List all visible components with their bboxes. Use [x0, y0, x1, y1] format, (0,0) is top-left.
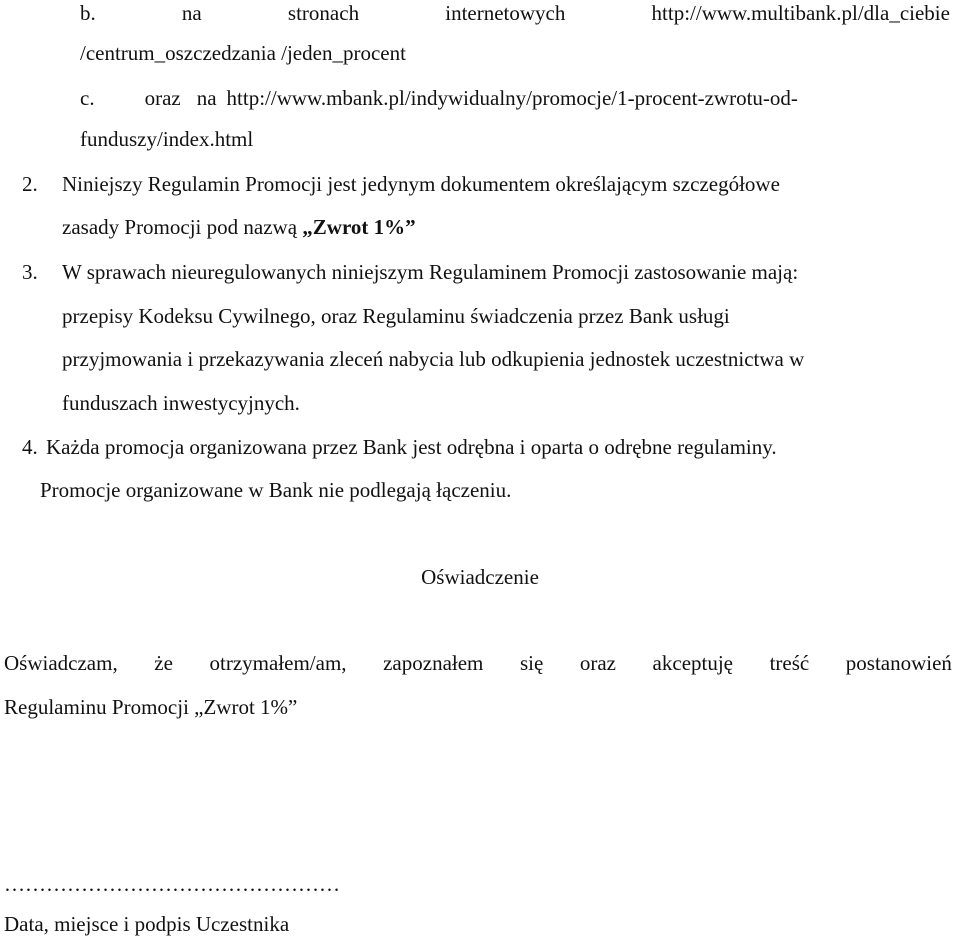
declaration-word: się [519, 651, 544, 675]
list-item-b-continuation: /centrum_oszczedzania /jeden_procent [80, 41, 406, 65]
declaration-heading: Oświadczenie [421, 565, 539, 589]
list-item-b-word: na [181, 1, 202, 25]
list-item-c-word: oraz [144, 86, 181, 110]
signature-label: Data, miejsce i podpis Uczestnika [4, 912, 290, 936]
list-item-c-word: na [196, 86, 217, 110]
point-3-line-1: W sprawach nieuregulowanych niniejszym Regulaminem Promocji zastosowanie mają: [62, 260, 799, 284]
list-item-b-word: stronach [287, 1, 360, 25]
point-2-line-2-text: zasady Promocji pod nazwą [62, 215, 303, 239]
declaration-word: treść [769, 651, 810, 675]
declaration-word: akceptuję [652, 651, 733, 675]
point-3-number: 3. [22, 260, 38, 284]
point-4-line-2: Promocje organizowane w Bank nie podlegają łączeniu. [40, 478, 512, 502]
point-3-line-4: funduszach inwestycyjnych. [62, 391, 300, 415]
point-2-number: 2. [22, 172, 38, 196]
declaration-line-1 [4, 650, 952, 676]
point-2-line-1: Niniejszy Regulamin Promocji jest jedynym dokumentem określającym szczegółowe [62, 172, 780, 196]
list-item-c-continuation: funduszy/index.html [80, 127, 254, 151]
promotion-name: „Zwrot 1%” [302, 215, 416, 239]
declaration-word: oraz [579, 651, 616, 675]
list-item-c [80, 85, 950, 111]
point-3-line-2: przepisy Kodeksu Cywilnego, oraz Regulaminu świadczenia przez Bank usługi [62, 304, 730, 328]
list-item-b-marker: b. [80, 1, 96, 25]
declaration-line-2: Regulaminu Promocji „Zwrot 1%” [4, 695, 298, 719]
declaration-word: postanowień [845, 651, 952, 675]
declaration-word: Oświadczam, [4, 651, 118, 675]
list-item-c-marker: c. [80, 86, 95, 110]
signature-dotted-line: ………………………………………… [4, 872, 340, 896]
declaration-word: otrzymałem/am, [209, 651, 347, 675]
declaration-word: że [154, 651, 173, 675]
point-4-number: 4. [22, 435, 38, 459]
list-item-b [80, 0, 950, 26]
list-item-c-url: http://www.mbank.pl/indywidualny/promocje/1-procent-zwrotu-od- [226, 86, 798, 110]
declaration-word: zapoznałem [383, 651, 484, 675]
point-3-line-3: przyjmowania i przekazywania zleceń nabycia lub odkupienia jednostek uczestnictwa w [62, 347, 805, 371]
point-4-line-1: Każda promocja organizowana przez Bank jest odrębna i oparta o odrębne regulaminy. [46, 435, 777, 459]
list-item-b-word: internetowych [445, 1, 566, 25]
list-item-b-url: http://www.multibank.pl/dla_ciebie [651, 1, 950, 25]
point-2-line-2 [62, 214, 416, 240]
